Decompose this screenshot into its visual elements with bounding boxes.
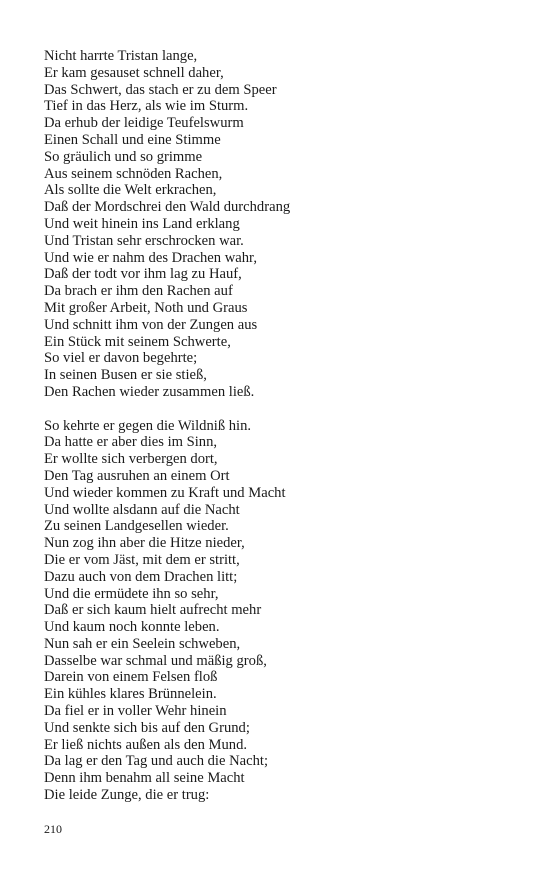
poem-line: Er kam gesauset schnell daher, [44,64,224,81]
poem-line: Nicht harrte Tristan lange, [44,48,198,64]
poem-line: Da fiel er in voller Wehr hinein [44,703,227,720]
poem-line: Nun sah er ein Seelein schweben, [44,635,241,652]
poem-line: Und senkte sich bis auf den Grund; [44,719,250,736]
poem-line: Da brach er ihm den Rachen auf [44,283,233,300]
poem-line: Zu seinen Landgesellen wieder. [44,518,229,535]
poem-line: Das Schwert, das stach er zu dem Speer [44,81,277,98]
poem-line: Ein kühles klares Brünnelein. [44,686,217,703]
poem-line: Darein von einem Felsen floß [44,669,218,686]
poem-line: Und wieder kommen zu Kraft und Macht [44,484,286,501]
poem-line: Dasselbe war schmal und mäßig groß, [44,652,267,669]
poem-line: Mit großer Arbeit, Noth und Graus [44,299,248,316]
poem-line: Aus seinem schnöden Rachen, [44,165,223,182]
poem-line: Daß er sich kaum hielt aufrecht mehr [44,602,262,619]
poem-line: Daß der Mordschrei den Wald durchdrang [44,199,291,216]
poem-line: Den Rachen wieder zusammen ließ. [44,383,255,400]
poem-line: Dazu auch von dem Drachen litt; [44,568,238,585]
poem-line: Die er vom Jäst, mit dem er stritt, [44,551,240,568]
poem-line: Und wie er nahm des Drachen wahr, [44,249,257,266]
poem-line: Ein Stück mit seinem Schwerte, [44,333,231,350]
poem-line: Daß der todt vor ihm lag zu Hauf, [44,266,242,283]
poem-line: Denn ihm benahm all seine Macht [44,770,245,787]
poem-line: In seinen Busen er sie stieß, [44,367,207,384]
stanza [44,48,514,401]
poem-line: Tief in das Herz, als wie im Sturm. [44,98,249,115]
poem-line: Die leide Zunge, die er trug: [44,787,210,804]
poem-line: Als sollte die Welt erkrachen, [44,182,217,199]
poem-line: Da lag er den Tag und auch die Nacht; [44,753,269,770]
poem-line: Und Tristan sehr erschrocken war. [44,232,244,249]
poem-line: Und weit hinein ins Land erklang [44,215,240,232]
poem-line: Den Tag ausruhen an einem Ort [44,467,230,484]
poem-body [44,48,514,804]
stanza [44,418,514,804]
poem-line: Er ließ nichts außen als den Mund. [44,736,248,753]
poem-line: Und die ermüdete ihn so sehr, [44,585,219,602]
poem-line: Einen Schall und eine Stimme [44,131,221,148]
poem-line: So gräulich und so grimme [44,148,203,165]
poem-line: Und wollte alsdann auf die Nacht [44,501,240,518]
poem-line: So kehrte er gegen die Wildniß hin. [44,417,252,434]
poem-line: Nun zog ihn aber die Hitze nieder, [44,535,245,552]
poem-line: So viel er davon begehrte; [44,350,198,367]
poem-line: Und kaum noch konnte leben. [44,619,220,636]
poem-line: Er wollte sich verbergen dort, [44,451,218,468]
poem-line: Da hatte er aber dies im Sinn, [44,434,218,451]
poem-line: Und schnitt ihm von der Zungen aus [44,316,258,333]
poem-line: Da erhub der leidige Teufelswurm [44,115,244,132]
page-number: 210 [44,822,62,836]
